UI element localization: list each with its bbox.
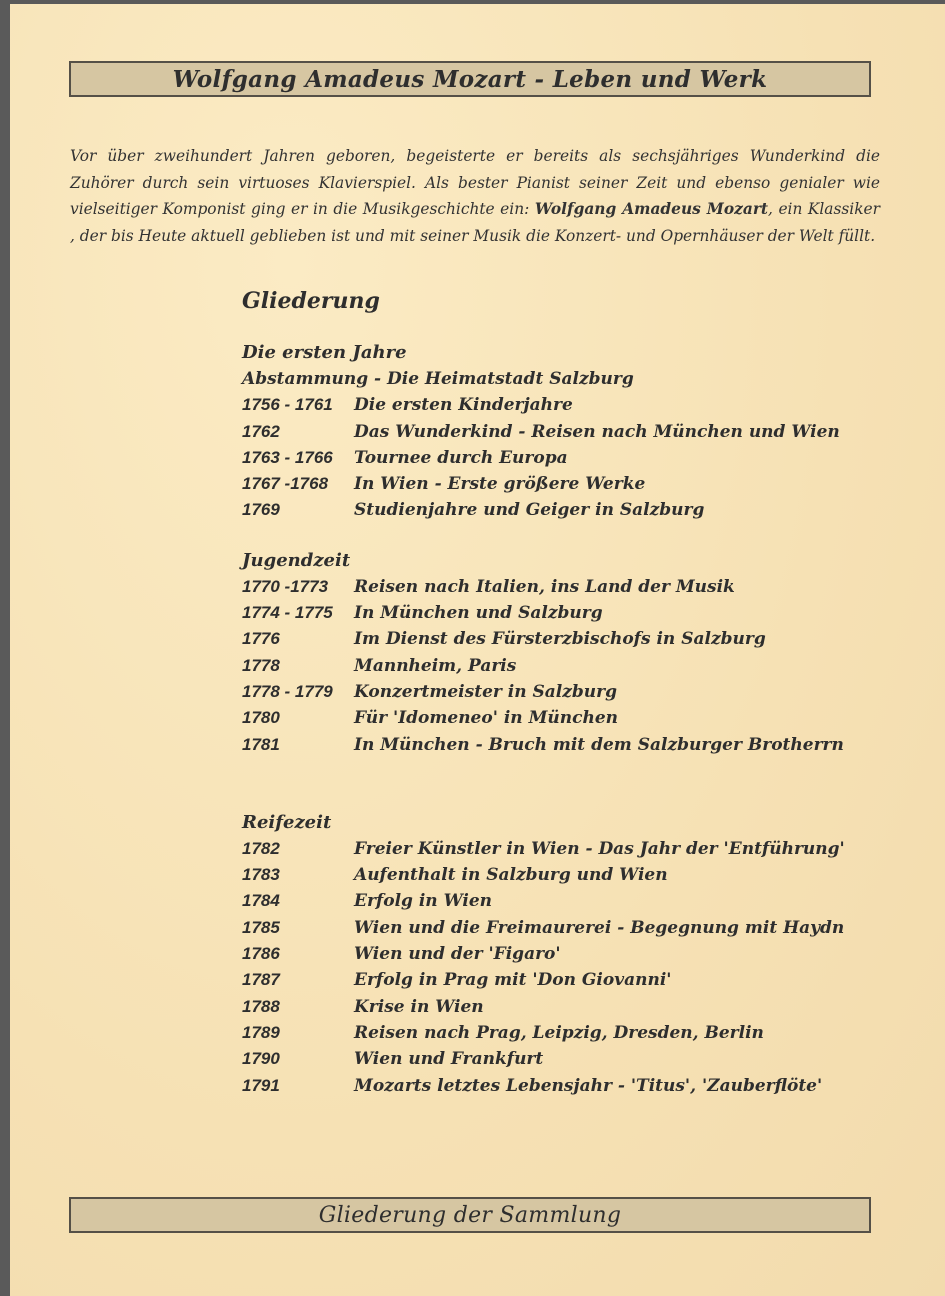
row-year: 1787 [242, 970, 280, 990]
row-year: 1781 [242, 734, 280, 754]
row-year: 1778 [242, 655, 280, 675]
row-text: Das Wunderkind - Reisen nach München und Wien [354, 421, 840, 442]
timeline-row [242, 915, 862, 941]
row-text: Studienjahre und Geiger in Salzburg [354, 500, 705, 521]
row-year: 1774 - 1775 [242, 603, 333, 623]
section-subtitle: Abstammung - Die Heimatstadt Salzburg [242, 369, 634, 389]
timeline-row [242, 1073, 862, 1099]
row-text: Mozarts letztes Lebensjahr - 'Titus', 'Zauberflöte' [354, 1075, 823, 1096]
row-year: 1785 [242, 917, 280, 937]
row-year: 1786 [242, 944, 280, 964]
row-year: 1769 [242, 500, 280, 520]
row-year: 1763 - 1766 [242, 447, 333, 467]
row-year: 1784 [242, 891, 280, 911]
intro-text-1: Vor über zweihundert Jahren geboren, begeisterte er bereits als sechsjähriges Wunderkind die Zuhörer durch sein virtuoses Klavierspiel. Als bester Pianist seiner Zeit und ebenso genialer wie vielseitiger Komponist ging er in die Musikgeschichte ein: [70, 147, 880, 219]
footer-banner [69, 1197, 871, 1233]
intro-paragraph [70, 143, 880, 249]
section-reifezeit [242, 810, 862, 1099]
row-text: Die ersten Kinderjahre [354, 395, 573, 416]
row-year: 1778 - 1779 [242, 681, 333, 701]
row-year: 1788 [242, 996, 280, 1016]
section-die-ersten-jahre [242, 340, 862, 524]
row-year: 1776 [242, 629, 280, 649]
row-text: Erfolg in Prag mit 'Don Giovanni' [354, 970, 672, 991]
timeline-row [242, 732, 862, 758]
row-text: In München - Bruch mit dem Salzburger Brotherrn [354, 734, 844, 755]
timeline-row [242, 653, 862, 679]
row-year: 1756 - 1761 [242, 395, 333, 415]
section-subtitle-row [242, 366, 862, 392]
timeline-row [242, 445, 862, 471]
footer-title: Gliederung der Sammlung [318, 1202, 622, 1228]
title-banner [69, 61, 871, 97]
timeline-row [242, 392, 862, 418]
timeline-row [242, 705, 862, 731]
page-title: Wolfgang Amadeus Mozart - Leben und Werk [172, 65, 768, 93]
timeline-row [242, 862, 862, 888]
timeline-row [242, 419, 862, 445]
row-year: 1767 -1768 [242, 474, 329, 494]
timeline-row [242, 497, 862, 523]
row-year: 1770 -1773 [242, 576, 329, 596]
row-year: 1782 [242, 838, 280, 858]
section-jugendzeit [242, 548, 862, 758]
row-text: Wien und der 'Figaro' [354, 944, 561, 965]
row-text: Reisen nach Italien, ins Land der Musik [354, 576, 735, 597]
timeline-row [242, 941, 862, 967]
row-text: Wien und die Freimaurerei - Begegnung mit Haydn [354, 917, 845, 938]
timeline-row [242, 994, 862, 1020]
outline [242, 286, 862, 1123]
row-year: 1791 [242, 1075, 280, 1095]
row-year: 1790 [242, 1049, 280, 1069]
row-text: Mannheim, Paris [354, 655, 517, 676]
row-year: 1780 [242, 708, 280, 728]
intro-name: Wolfgang Amadeus Mozart [534, 200, 769, 219]
row-text: In Wien - Erste größere Werke [354, 474, 646, 495]
timeline-row [242, 1020, 862, 1046]
row-text: Tournee durch Europa [354, 447, 568, 468]
row-year: 1783 [242, 865, 280, 885]
document-page [10, 4, 945, 1296]
intro-text-2: , ein Klassiker , der bis Heute aktuell geblieben ist und mit seiner Musik die Konzert- und Opernhäuser der Welt füllt. [70, 200, 880, 245]
row-text: Erfolg in Wien [354, 891, 492, 912]
row-text: Krise in Wien [354, 996, 484, 1017]
timeline-row [242, 574, 862, 600]
row-text: Freier Künstler in Wien - Das Jahr der 'Entführung' [354, 838, 845, 859]
timeline-row [242, 1046, 862, 1072]
outline-heading: Gliederung [242, 288, 380, 314]
row-text: Wien und Frankfurt [354, 1049, 544, 1070]
row-year: 1789 [242, 1022, 280, 1042]
timeline-row [242, 888, 862, 914]
row-text: Aufenthalt in Salzburg und Wien [354, 865, 668, 886]
row-year: 1762 [242, 421, 280, 441]
row-text: Für 'Idomeneo' in München [354, 708, 618, 729]
timeline-row [242, 836, 862, 862]
row-text: Im Dienst des Fürsterzbischofs in Salzburg [354, 629, 766, 650]
row-text: Konzertmeister in Salzburg [354, 681, 617, 702]
timeline-row [242, 471, 862, 497]
row-text: Reisen nach Prag, Leipzig, Dresden, Berlin [354, 1022, 764, 1043]
section-title: Reifezeit [242, 811, 332, 833]
timeline-row [242, 967, 862, 993]
section-title: Jugendzeit [242, 549, 351, 571]
timeline-row [242, 626, 862, 652]
section-title: Die ersten Jahre [242, 342, 407, 363]
row-text: In München und Salzburg [354, 603, 603, 624]
timeline-row [242, 679, 862, 705]
timeline-row [242, 600, 862, 626]
